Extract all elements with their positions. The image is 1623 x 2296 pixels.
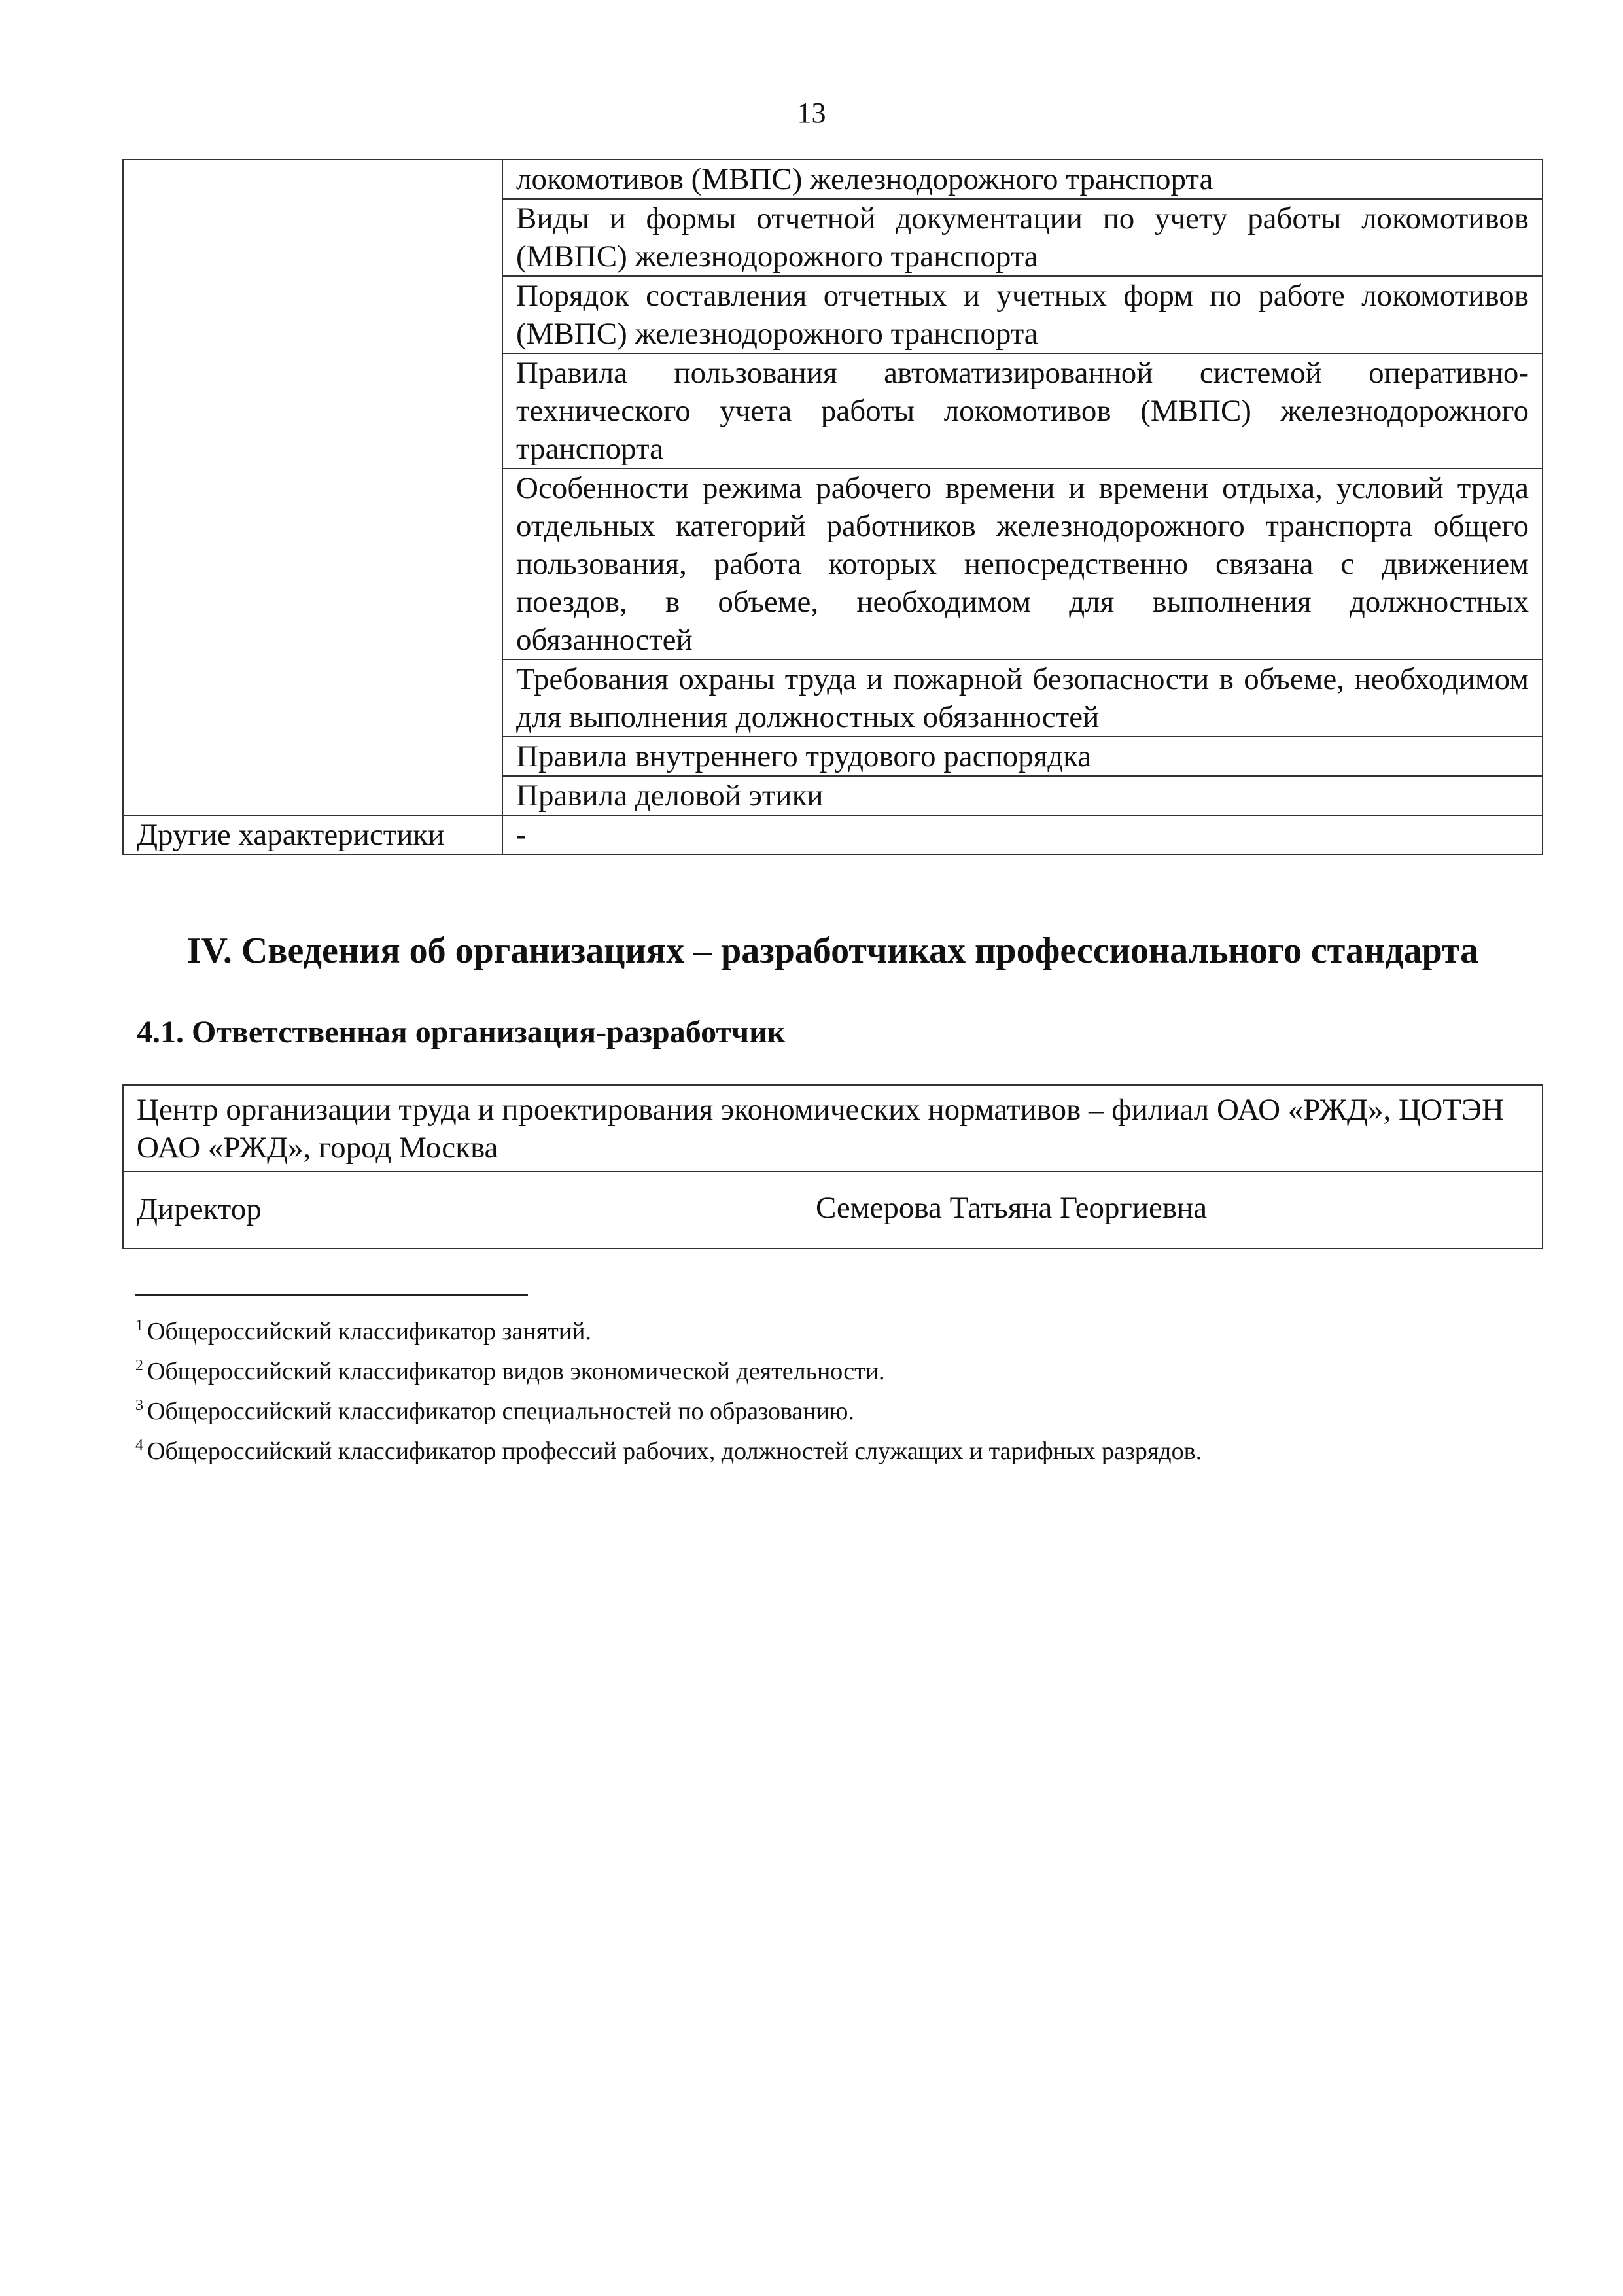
organization-name: Центр организации труда и проектирования экономических нормативов – филиал ОАО «РЖД», ЦОТЭН ОАО «РЖД», город Москва	[124, 1086, 1542, 1172]
subsection-heading: 4.1. Ответственная организация-разработчик	[137, 1015, 786, 1050]
organization-signatory	[124, 1172, 1542, 1248]
knowledge-item: Правила пользования автоматизированной системой оперативно-технического учета работы локомотивов (МВПС) железнодорожного транспорта	[502, 353, 1543, 468]
footnote-number: 2	[135, 1357, 143, 1374]
other-characteristics-label: Другие характеристики	[123, 815, 502, 855]
footnote-number: 3	[135, 1397, 143, 1414]
footnote-text: Общероссийский классификатор специальностей по образованию.	[147, 1398, 854, 1425]
footnote-text: Общероссийский классификатор видов экономической деятельности.	[147, 1358, 885, 1385]
footnote	[135, 1349, 1378, 1388]
other-characteristics-value: -	[502, 815, 1543, 855]
organization-box	[122, 1084, 1543, 1249]
signatory-name: Семерова Татьяна Георгиевна	[816, 1191, 1208, 1225]
footnote-number: 1	[135, 1317, 143, 1334]
signatory-position: Директор	[137, 1192, 262, 1226]
knowledge-item: Особенности режима рабочего времени и времени отдыха, условий труда отдельных категорий работников железнодорожного транспорта общего пользования, работа которых непосредственно связана с движением поездов, в объеме, необходимом для выполнения должностных обязанностей	[502, 468, 1543, 660]
knowledge-item: Правила деловой этики	[502, 776, 1543, 815]
footnote-text: Общероссийский классификатор профессий рабочих, должностей служащих и тарифных разрядов.	[147, 1438, 1202, 1465]
footnote	[135, 1428, 1378, 1468]
footnote	[135, 1388, 1378, 1428]
knowledge-item: Требования охраны труда и пожарной безопасности в объеме, необходимом для выполнения должностных обязанностей	[502, 660, 1543, 737]
table-row	[123, 160, 1543, 199]
knowledge-item: Порядок составления отчетных и учетных форм по работе локомотивов (МВПС) железнодорожного транспорта	[502, 276, 1543, 353]
footnotes	[135, 1309, 1378, 1468]
section-heading: IV. Сведения об организациях – разработчиках профессионального стандарта	[186, 930, 1479, 971]
empty-label-cell	[123, 160, 502, 815]
table-row	[123, 815, 1543, 855]
knowledge-item: локомотивов (МВПС) железнодорожного транспорта	[502, 160, 1543, 199]
requirements-table	[122, 159, 1543, 855]
knowledge-item: Правила внутреннего трудового распорядка	[502, 737, 1543, 776]
page-number: 13	[797, 97, 826, 129]
knowledge-item: Виды и формы отчетной документации по учету работы локомотивов (МВПС) железнодорожного транспорта	[502, 199, 1543, 276]
footnote-text: Общероссийский классификатор занятий.	[147, 1318, 591, 1345]
footnote-separator	[135, 1294, 528, 1296]
footnote	[135, 1309, 1378, 1349]
footnote-number: 4	[135, 1437, 143, 1454]
